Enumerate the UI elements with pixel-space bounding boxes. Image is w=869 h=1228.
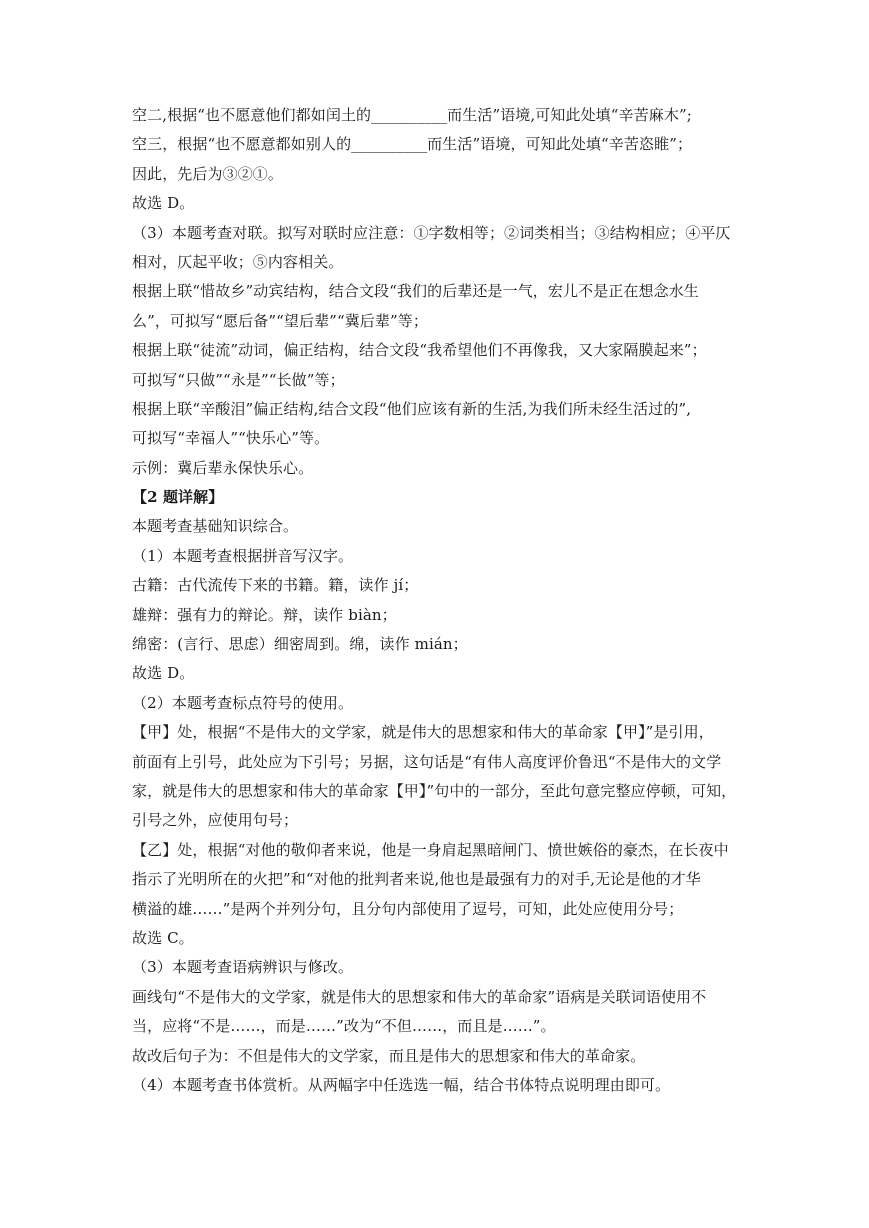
text-line: 故改后句子为：不但是伟大的文学家，而且是伟大的思想家和伟大的革命家。 xyxy=(132,1046,646,1065)
text-line: 可拟写“幸福人”“快乐心”等。 xyxy=(132,429,330,448)
text-line: 空二,根据“也不愿意他们都如闰土的__________而生活”语境,可知此处填“辛苦麻木”; xyxy=(132,106,692,124)
text-line: （2）本题考查标点符号的使用。 xyxy=(132,693,354,712)
text-line: 古籍：古代流传下来的书籍。籍，读作 jí； xyxy=(132,576,419,595)
text-line: 根据上联“徒流”动词，偏正结构，结合文段“我希望他们不再像我，又大家隔膜起来”； xyxy=(132,341,707,360)
text-line: 【甲】处，根据“不是伟大的文学家，就是伟大的思想家和伟大的革命家【甲】”是引用， xyxy=(132,723,714,742)
text-line: 故选 D。 xyxy=(132,194,195,213)
text-line: 根据上联“惜故乡”动宾结构，结合文段“我们的后辈还是一气，宏儿不是正在想念水生 xyxy=(132,282,699,301)
text-line: 横溢的雄……”是两个并列分句，且分句内部使用了逗号，可知，此处应使用分号； xyxy=(132,899,684,918)
text-line: 故选 D。 xyxy=(132,664,195,683)
text-line: 绵密：(言行、思虑）细密周到。绵，读作 mián； xyxy=(132,635,468,654)
text-line: 可拟写“只做”“永是”“长做”等； xyxy=(132,370,345,389)
text-line: （1）本题考查根据拼音写汉字。 xyxy=(132,546,354,565)
text-line: 引号之外，应使用句号； xyxy=(132,811,299,830)
text-line: 前面有上引号，此处应为下引号；另据，这句话是“有伟人高度评价鲁迅“不是伟大的文学 xyxy=(132,752,722,771)
text-line: 因此，先后为③②①。 xyxy=(132,164,284,183)
section-heading: 【2 题详解】 xyxy=(132,488,224,507)
text-line: 空三，根据“也不愿意都如别人的__________而生活”语境，可知此处填“辛苦恣睢”； xyxy=(132,135,693,154)
text-line: 根据上联“辛酸泪”偏正结构,结合文段“他们应该有新的生活,为我们所未经生活过的”, xyxy=(132,399,692,418)
text-line: 本题考查基础知识综合。 xyxy=(132,517,299,536)
text-line: 故选 C。 xyxy=(132,928,194,947)
text-line: 雄辩：强有力的辩论。辩，读作 biàn； xyxy=(132,605,397,624)
text-line: 示例：冀后辈永保快乐心。 xyxy=(132,458,314,477)
text-line: （3）本题考查语病辨识与修改。 xyxy=(132,958,354,977)
text-line: 指示了光明所在的火把”和“对他的批判者来说,他也是最强有力的对手,无论是他的才华 xyxy=(132,870,701,889)
text-line: 画线句“不是伟大的文学家，就是伟大的思想家和伟大的革命家”语病是关联词语使用不 xyxy=(132,987,707,1006)
answer-explanation-text xyxy=(132,101,750,1100)
text-line: 么”，可拟写“愿后备”“望后辈”“冀后辈”等； xyxy=(132,311,428,330)
text-line: 【乙】处，根据“对他的敬仰者来说，他是一身肩起黑暗闸门、愤世嫉俗的豪杰，在长夜中 xyxy=(132,840,729,859)
text-line: 家，就是伟大的思想家和伟大的革命家【甲】”句中的一部分，至此句意完整应停顿，可知， xyxy=(132,781,737,800)
text-line: （4）本题考查书体赏析。从两幅字中任选选一幅，结合书体特点说明理由即可。 xyxy=(132,1075,671,1094)
text-line: （3）本题考查对联。拟写对联时应注意：①字数相等；②词类相当；③结构相应；④平仄 xyxy=(132,223,731,242)
text-line: 当，应将“不是……，而是……”改为“不但……，而且是……”。 xyxy=(132,1017,556,1036)
text-line: 相对，仄起平收；⑤内容相关。 xyxy=(132,252,344,271)
